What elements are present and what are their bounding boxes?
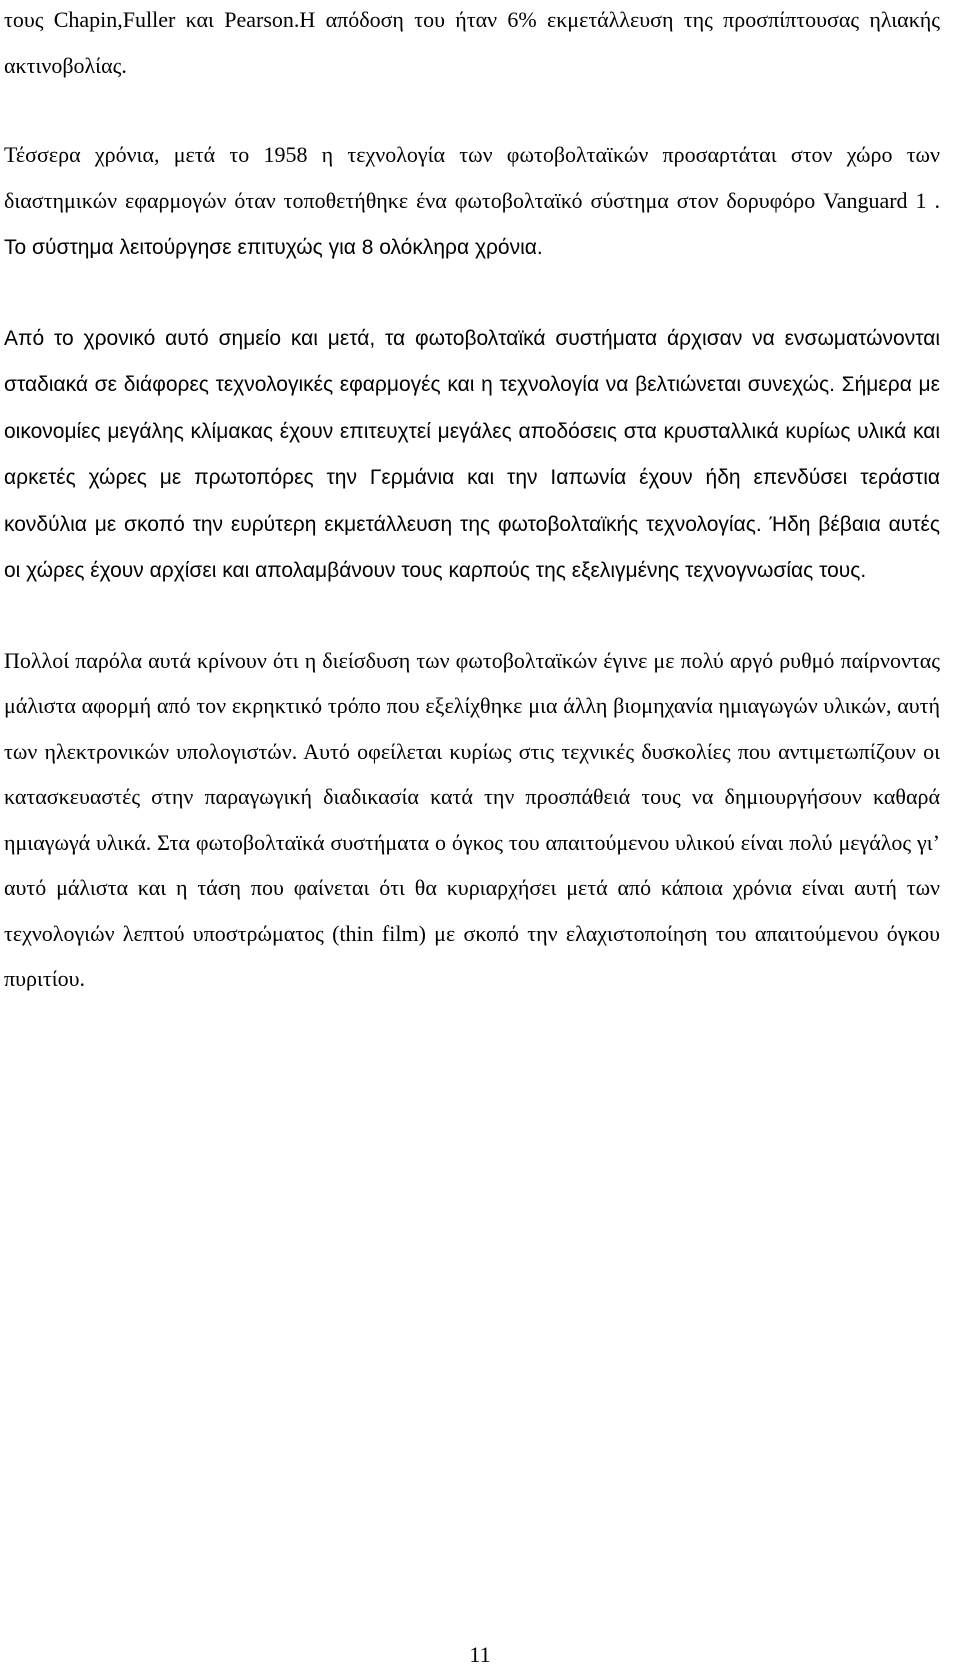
paragraph-2 [4,132,940,271]
paragraph-1: τους Chapin,Fuller και Pearson.H απόδοση του ήταν 6% εκμετάλλευση της προσπίπτουσας ηλιακής ακτινοβολίας. [4,7,940,78]
paragraph-3-part-b: Σήμερα με οικονομίες μεγάλης κλίμακας έχουν επιτευχτεί μεγάλες αποδόσεις στα κρυσταλλικά κυρίως υλικά και αρκετές χώρες με πρωτοπόρες την Γερμάνια και την Ιαπωνία έχουν ήδη επενδύσει τεράστια κονδύλια με σκοπό την ευρύτερη εκμετάλλευση της φωτοβολταϊκής τεχνολογίας. [4,373,940,536]
paragraph-3-part-a: Από το χρονικό αυτό σημείο και μετά, τα φωτοβολταϊκά συστήματα άρχισαν να ενσωματώνονται σταδιακά σε διάφορες τεχνολογικές εφαρμογές και η τεχνολογία να βελτιώνεται συνεχώς. [4,326,940,396]
paragraph-3-part-c: Ήδη βέβαια αυτές οι χώρες έχουν αρχίσει και απολαμβάνουν τους καρπούς της εξελιγμένης τεχνογνωσίας τους. [4,512,940,582]
paragraph-3 [4,315,940,594]
paragraph-4: Πολλοί παρόλα αυτά κρίνουν ότι η διείσδυση των φωτοβολταϊκών έγινε με πολύ αργό ρυθμό παίρνοντας μάλιστα αφορμή από τον εκρηκτικό τρόπο που εξελίχθηκε μια άλλη βιομηχανία ημιαγωγών υλικών, αυτή των ηλεκτρονικών υπολογιστών. Αυτό οφείλεται κυρίως στις τεχνικές δυσκολίες που αντιμετωπίζουν οι κατασκευαστές στην παραγωγική διαδικασία κατά την προσπάθειά τους να δημιουργήσουν καθαρά ημιαγωγά υλικά. Στα φωτοβολταϊκά συστήματα ο όγκος του απαιτούμενου υλικού είναι πολύ μεγάλος γι’ αυτό μάλιστα και η τάση που φαίνεται ότι θα κυριαρχήσει μετά από κάποια χρόνια είναι αυτή των τεχνολογιών λεπτού υποστρώματος (thin film) με σκοπό την ελαχιστοποίηση του απαιτούμενου όγκου πυριτίου. [4,647,940,991]
paragraph-2-part-b: Το σύστημα λειτούργησε επιτυχώς για 8 ολόκληρα χρόνια. [4,236,543,259]
page-number: 11 [469,1642,491,1667]
document-page [4,0,940,1002]
paragraph-2-part-a: Τέσσερα χρόνια, μετά το 1958 η τεχνολογία των φωτοβολταϊκών προσαρτάται στον χώρο των διαστημικών εφαρμογών όταν τοποθετήθηκε ένα φωτοβολταϊκό σύστημα στον δορυφόρο Vanguard 1 . [4,142,940,213]
